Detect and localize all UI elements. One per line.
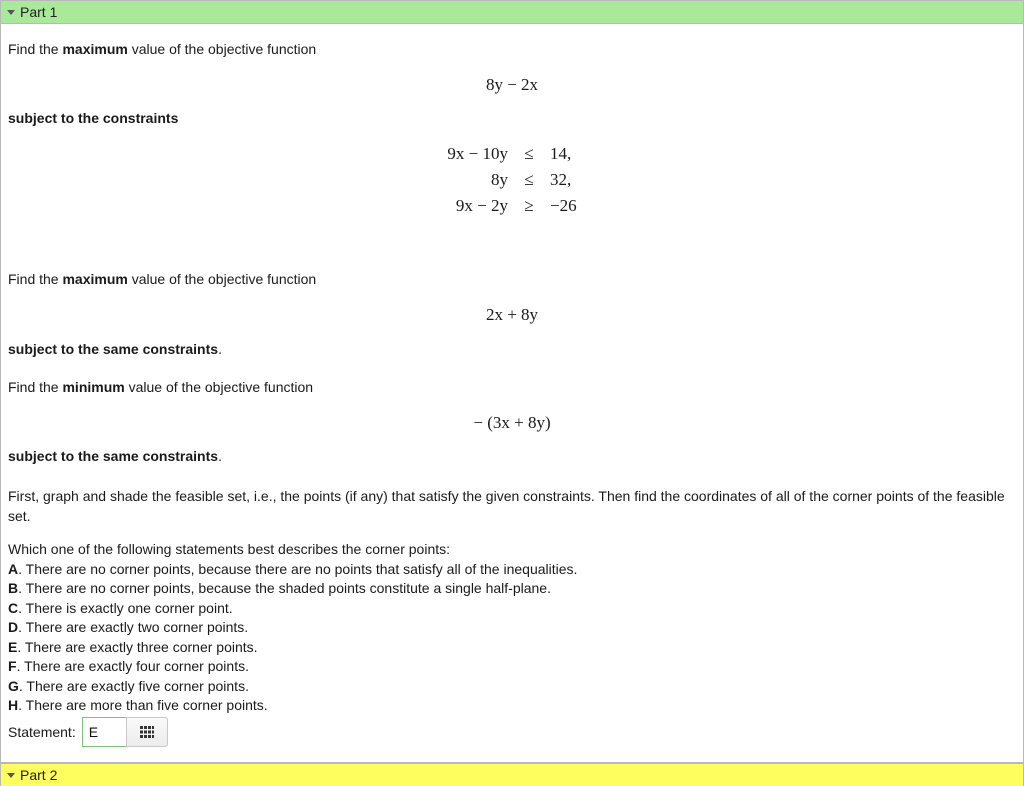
choice-text: . There are no corner points, because there are no points that satisfy all of the inequalities. [18, 561, 578, 577]
q3-bold: minimum [62, 379, 125, 395]
choice-letter: E [8, 639, 18, 655]
q1-suffix: value of the objective function [127, 41, 317, 57]
question-3-prompt [8, 379, 313, 395]
objective-function-1: 8y − 2x [485, 75, 539, 94]
constraint-row [430, 193, 577, 219]
choice-text: . There are exactly four corner points. [16, 658, 249, 674]
q1-bold: maximum [62, 41, 128, 57]
choice-letter: C [8, 600, 19, 616]
q3-subject-tail: . [218, 448, 222, 464]
question-2-prompt [8, 271, 316, 287]
q2-suffix: value of the objective function [127, 271, 317, 287]
q2-subject-tail: . [218, 341, 222, 357]
subject-bold: subject to the constraints [8, 110, 179, 126]
part-2-label: Part 2 [20, 767, 58, 783]
constraint-row [430, 167, 577, 193]
choice-letter: H [8, 697, 19, 713]
collapse-triangle-icon [7, 773, 15, 778]
subject-same-constraints-2 [8, 341, 222, 357]
constraint-rhs: 32, [550, 170, 572, 189]
choice-item [8, 600, 233, 616]
choice-text: . There are no corner points, because the shaded points constitute a single half-plane. [18, 580, 551, 596]
choice-item [8, 658, 249, 674]
q1-prefix: Find the [8, 41, 63, 57]
choice-item [8, 639, 258, 655]
q2-bold: maximum [62, 271, 128, 287]
part-1-label: Part 1 [20, 4, 58, 20]
choice-text: . There are exactly five corner points. [18, 678, 249, 694]
constraint-rhs: 14, [550, 144, 572, 163]
keypad-grid-button[interactable] [126, 717, 168, 747]
choice-item [8, 678, 249, 694]
constraint-op: ≤ [524, 170, 534, 189]
constraint-lhs: 8y [491, 170, 508, 189]
constraint-op: ≥ [524, 196, 534, 215]
constraint-rhs: −26 [550, 196, 577, 215]
q2-prefix: Find the [8, 271, 63, 287]
part-2-header[interactable] [0, 763, 1024, 786]
q3-suffix: value of the objective function [124, 379, 314, 395]
q3-subject-bold: subject to the same constraints [8, 448, 219, 464]
constraint-row [430, 141, 577, 167]
choice-text: . There is exactly one corner point. [18, 600, 233, 616]
instructions-text: First, graph and shade the feasible set, i.e., the points (if any) that satisfy the given constraints. Then find the coordinates of all of the corner points of the feasible set. [8, 488, 1005, 524]
choice-text: . There are exactly two corner points. [18, 619, 249, 635]
constraint-lhs: 9x − 10y [447, 144, 508, 163]
collapse-triangle-icon [7, 10, 15, 15]
choices-intro: Which one of the following statements best describes the corner points: [8, 541, 451, 557]
objective-function-2: 2x + 8y [485, 305, 539, 324]
choice-letter: G [8, 678, 19, 694]
choice-letter: D [8, 619, 19, 635]
statement-answer-input[interactable] [82, 717, 126, 747]
answer-row [8, 716, 168, 748]
choice-item [8, 619, 248, 635]
q3-prefix: Find the [8, 379, 63, 395]
constraint-lhs: 9x − 2y [455, 196, 508, 215]
statement-label: Statement: [8, 724, 76, 740]
question-1-prompt [8, 41, 316, 57]
choice-letter: B [8, 580, 19, 596]
constraints-table [430, 141, 577, 219]
constraint-op: ≤ [524, 144, 534, 163]
choice-letter: F [8, 658, 17, 674]
choice-item [8, 561, 577, 577]
subject-to-constraints [8, 110, 178, 126]
choice-text: . There are more than five corner points. [18, 697, 268, 713]
choice-item [8, 580, 551, 596]
part-1-header[interactable] [0, 0, 1024, 24]
choice-text: . There are exactly three corner points. [17, 639, 258, 655]
keypad-grid-icon [140, 726, 154, 738]
q2-subject-bold: subject to the same constraints [8, 341, 219, 357]
subject-same-constraints-3 [8, 448, 222, 464]
objective-function-3: − (3x + 8y) [473, 413, 551, 432]
choice-item [8, 697, 268, 713]
choice-letter: A [8, 561, 19, 577]
